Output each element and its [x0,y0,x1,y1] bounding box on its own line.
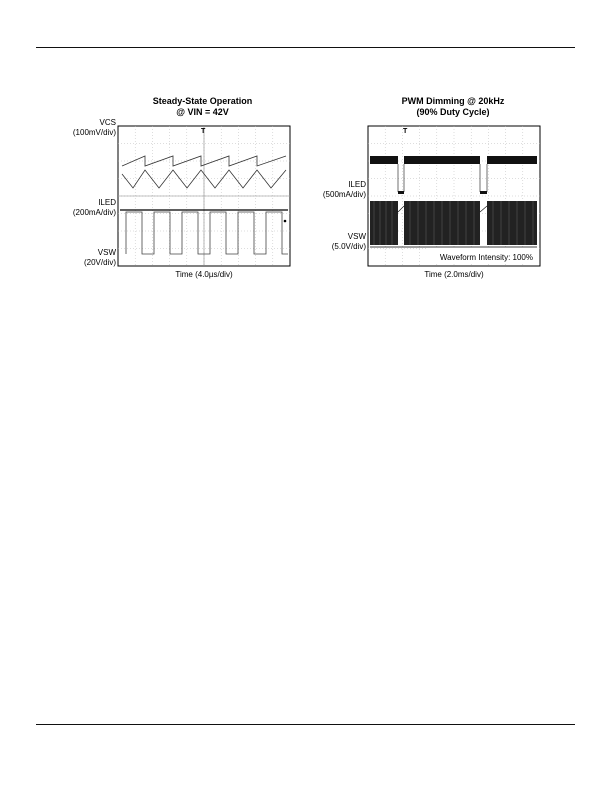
fig1-iled-name: ILED [98,198,116,207]
fig1-iled-scale: (200mA/div) [72,207,116,217]
fig1-vcs-name: VCS [99,118,116,127]
header-rule [36,47,575,48]
fig1-x-axis-label: Time (4.0µs/div) [175,270,233,279]
fig2-note: Waveform Intensity: 100% [439,253,533,262]
fig2-title-line1: PWM Dimming @ 20kHz [401,96,505,106]
fig1-iled-label [73,198,116,217]
fig2-vsw-label [332,232,366,251]
fig2-vsw-scale: (5.0V/div) [331,241,366,251]
fig2-vsw-trace [370,201,537,245]
fig2-iled-scale: (500mA/div) [322,189,366,199]
fig1-vcs-scale: (100mV/div) [72,127,116,137]
fig2-title-line2: (90% Duty Cycle) [416,107,490,117]
fig1-vcs-label [73,118,116,137]
footer-rule [36,724,575,725]
fig2-vsw-name: VSW [347,232,366,241]
fig2-x-axis-label: Time (2.0ms/div) [424,270,484,279]
fig2-scope-screen [368,126,540,266]
fig1-scope-screen [118,126,290,266]
fig1-title-line2: @ VIN = 42V [176,107,229,117]
fig1-vsw-scale: (20V/div) [83,257,116,267]
fig1-trigger-dot [284,220,287,223]
fig1-vsw-label [84,248,116,267]
fig2-title [368,96,538,118]
fig1-title [120,96,285,118]
fig2-iled-name: ILED [348,180,366,189]
fig1-trigger-marker: T [201,128,206,135]
fig1-title-line1: Steady-State Operation [152,96,253,106]
fig2-iled-label [323,180,366,199]
fig1-vsw-name: VSW [97,248,116,257]
fig2-trigger-marker: T [403,128,408,135]
